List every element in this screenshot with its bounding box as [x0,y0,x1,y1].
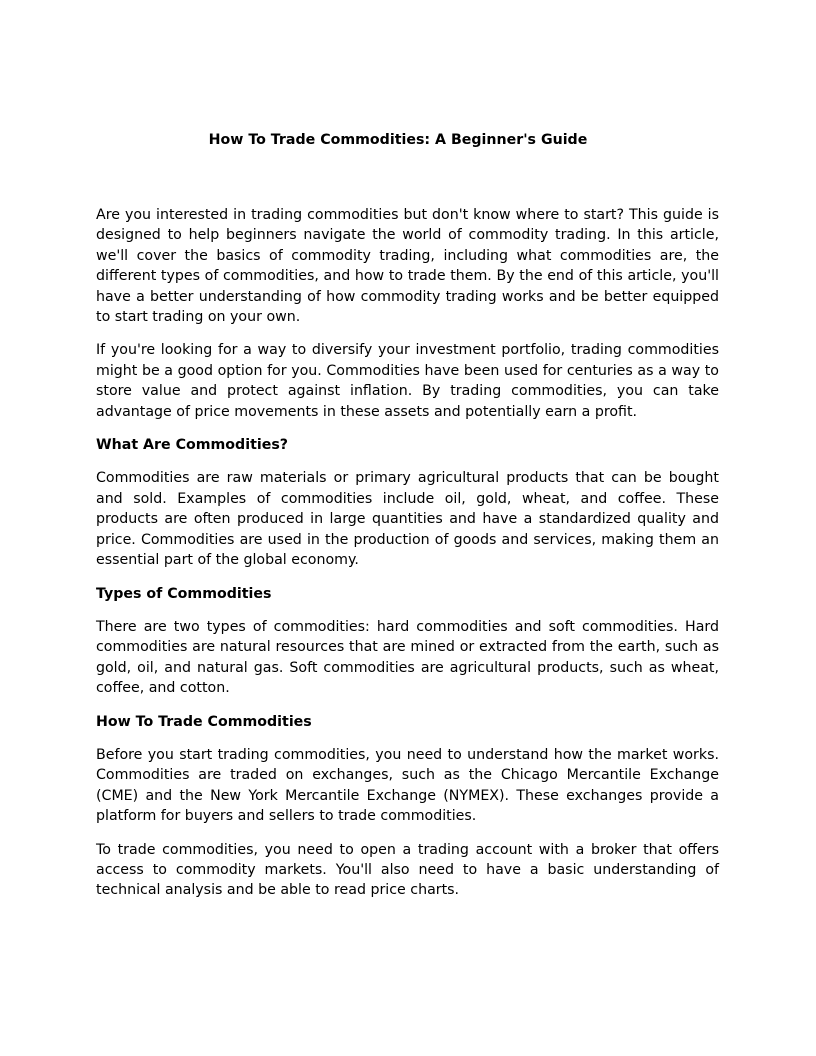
intro-paragraph-1: Are you interested in trading commodities but don't know where to start? This guide is designed to help beginners navigate the world of commodity trading. In this article, we'll cover the basics of commodity trading, including what commodities are, the different types of commodities, and how to trade them. By the end of this article, you'll have a better understanding of how commodity trading works and be better equipped to start trading on your own. [96,207,719,326]
section-heading-what-are-commodities: What Are Commodities? [96,437,289,454]
intro-paragraph-2: If you're looking for a way to diversify your investment portfolio, trading commodities might be a good option for you. Commodities have been used for centuries as a way to store value and protect against inflation. By trading commodities, you can take advantage of price movements in these assets and potentially earn a profit. [96,342,719,420]
section-heading-types-of-commodities: Types of Commodities [96,585,272,602]
section-paragraph-how-to-trade-1: Before you start trading commodities, you need to understand how the market works. Commodities are traded on exchanges, such as the Chicago Mercantile Exchange (CME) and the New York Mercantile Exchange (NYMEX). These exchanges provide a platform for buyers and sellers to trade commodities. [96,746,719,825]
document-body [96,205,719,914]
section-heading-how-to-trade: How To Trade Commodities [96,713,312,730]
section-paragraph-types-of-commodities: There are two types of commodities: hard commodities and soft commodities. Hard commodities are natural resources that are mined or extracted from the earth, such as gold, oil, and natural gas. Soft commodities are agricultural products, such as wheat, coffee, and cotton. [96,618,719,697]
section-paragraph-how-to-trade-2: To trade commodities, you need to open a trading account with a broker that offers access to commodity markets. You'll also need to have a basic understanding of technical analysis and be able to read price charts. [96,841,719,899]
section-paragraph-what-are-commodities: Commodities are raw materials or primary agricultural products that can be bought and sold. Examples of commodities include oil, gold, wheat, and coffee. These products are often produced in large quantities and have a standardized quality and price. Commodities are used in the production of goods and services, making them an essential part of the global economy. [96,470,719,569]
document-title: How To Trade Commodities: A Beginner's Guide [208,132,588,148]
